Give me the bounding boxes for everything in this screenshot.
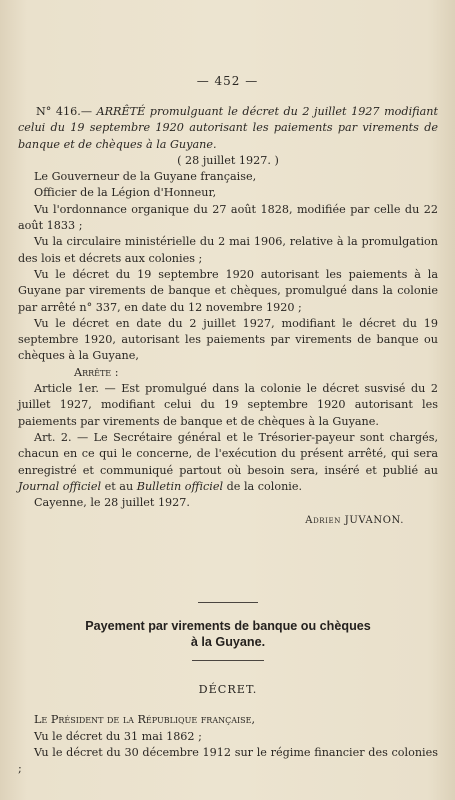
decree-title-line-1: Payement par virements de banque ou chèques (85, 619, 371, 633)
officer-line: Officier de la Légion d'Honneur, (34, 186, 217, 200)
decree-section-title (18, 618, 438, 650)
arrete-label: Arrête : (74, 365, 119, 379)
section-divider (198, 602, 258, 603)
vu-ordonnance: Vu l'ordonnance organique du 27 août 1828, modifiée par celle du 22 août 1833 ; (18, 202, 438, 233)
place-date: Cayenne, le 28 juillet 1927. (34, 496, 190, 510)
bulletin-officiel-ref: Bulletin officiel (136, 479, 224, 493)
article-2-mid: et au (101, 479, 137, 493)
vu-circulaire: Vu la circulaire ministérielle du 2 mai 1906, relative à la promulgation des lois et décrets aux colonies ; (18, 235, 438, 265)
arrete-heading (18, 104, 438, 153)
decree-block (18, 682, 438, 777)
article-2-end: de la colonie. (223, 479, 303, 493)
arrete-heading-text: ARRÊTÉ promulguant le décret du 2 juillet 1927 modifiant celui du 19 septembre 1920 autorisant les paiements par virements de banque et de chèques à la Guyane. (18, 105, 438, 151)
vu-decret-1862: Vu le décret du 31 mai 1862 ; (34, 729, 202, 743)
title-underline (192, 660, 264, 661)
arrete-number: N° 416.— (36, 105, 93, 118)
journal-officiel-ref: Journal officiel (18, 479, 102, 493)
article-2 (18, 430, 438, 495)
decret-heading: DÉCRET. (198, 683, 258, 696)
vu-decret-1912: Vu le décret du 30 décembre 1912 sur le régime financier des colonies ; (18, 745, 438, 776)
governor-line: Le Gouverneur de la Guyane française, (34, 170, 257, 184)
arrete-block (18, 104, 438, 530)
vu-decret-1927: Vu le décret en date du 2 juillet 1927, modifiant le décret du 19 septembre 1920, autorisant les paiements par virements de banque ou chèques à la Guyane, (18, 316, 438, 363)
article-1: Article 1er. — Est promulgué dans la colonie le décret susvisé du 2 juillet 1927, modifiant celui du 19 septembre 1920 autorisant les paiements par virements de banque et de chèques à la Guyane. (18, 382, 438, 428)
arrete-date: ( 28 juillet 1927. ) (177, 153, 279, 167)
vu-decret-1920: Vu le décret du 19 septembre 1920 autorisant les paiements à la Guyane par virements de banque et chèques, promulgué dans la colonie par arrêté n° 337, en date du 12 novembre 1920 ; (18, 267, 438, 314)
signature: Adrien JUVANON. (305, 515, 404, 527)
president-line: Le Président de la République française, (34, 713, 256, 727)
article-2-text: Art. 2. — Le Secrétaire général et le Trésorier-payeur sont chargés, chacun en ce qui le concerne, de l'exécution du présent arrêté, qui sera enregistré et communiqué partout où besoin sera, inséré et publié au (18, 430, 438, 477)
decree-title-line-2: à la Guyane. (190, 635, 266, 649)
page-number: — 452 — (196, 74, 259, 88)
